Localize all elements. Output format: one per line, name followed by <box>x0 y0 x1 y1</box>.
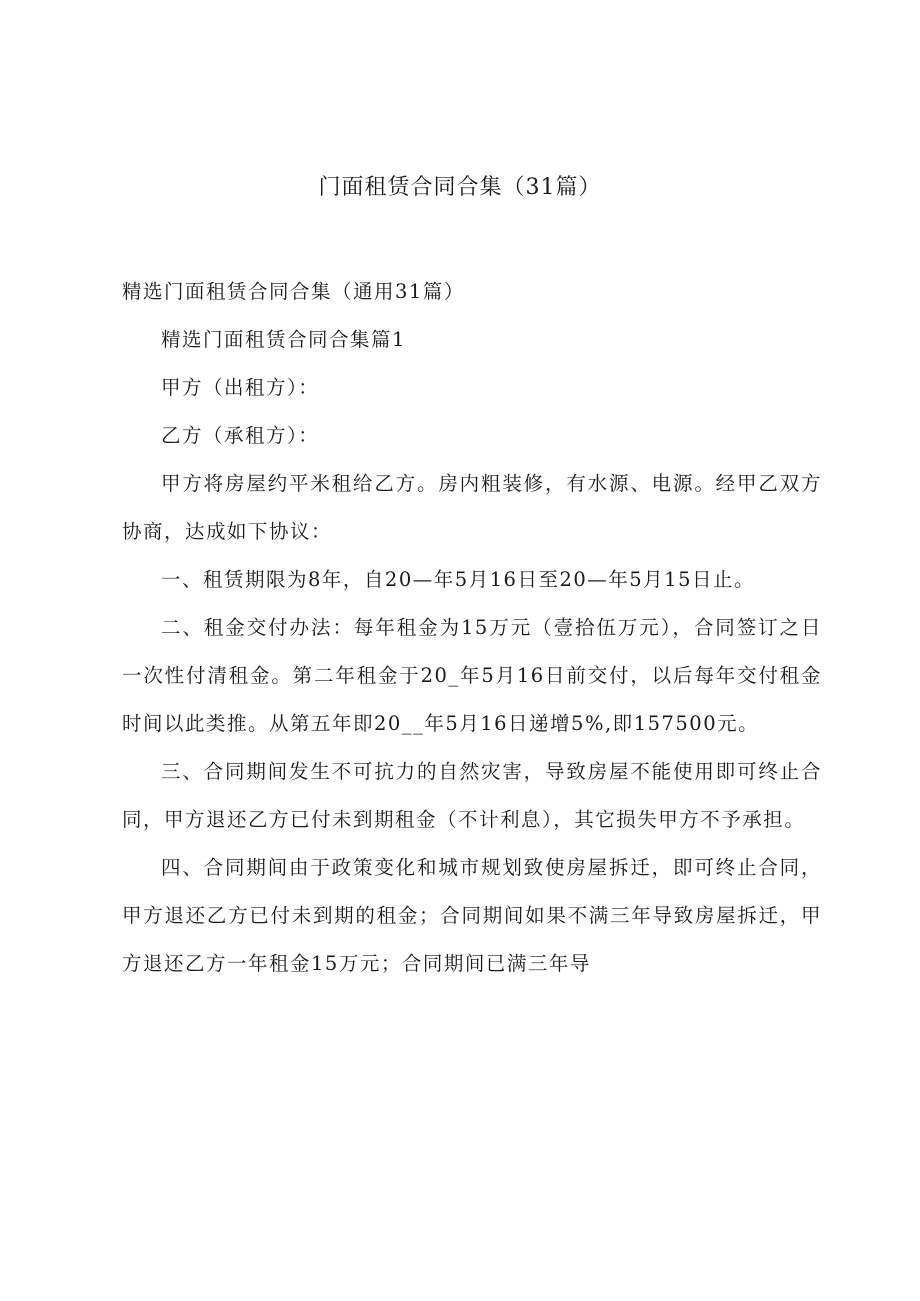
clause-2-paragraph: 二、租金交付办法：每年租金为15万元（壹拾伍万元），合同签订之日一次性付清租金。第二年租金于20_年5月16日前交付，以后每年交付租金时间以此类推。从第五年即20__年5月16日递增5%,即157500元。 <box>122 616 822 735</box>
document-subtitle: 精选门面租赁合同合集（通用31篇） <box>122 280 465 303</box>
clause-1-paragraph: 一、租赁期限为8年，自20—年5月16日至20—年5月15日止。 <box>161 568 755 591</box>
clause-3-paragraph: 三、合同期间发生不可抗力的自然灾害，导致房屋不能使用即可终止合同，甲方退还乙方已付未到期租金（不计利息），其它损失甲方不予承担。 <box>122 760 822 831</box>
body-paragraph: 甲方将房屋约平米租给乙方。房内粗装修，有水源、电源。经甲乙双方协商，达成如下协议： <box>122 472 822 543</box>
party-b-line: 乙方（承租方）： <box>161 424 320 447</box>
party-a-line: 甲方（出租方）： <box>161 376 320 399</box>
clause-4-paragraph: 四、合同期间由于政策变化和城市规划致使房屋拆迁，即可终止合同，甲方退还乙方已付未到期的租金；合同期间如果不满三年导致房屋拆迁，甲方退还乙方一年租金15万元；合同期间已满三年导 <box>122 856 822 975</box>
document-body <box>122 268 822 988</box>
document-title: 门面租赁合同合集（31篇） <box>318 175 602 200</box>
section-heading: 精选门面租赁合同合集篇1 <box>161 328 406 351</box>
